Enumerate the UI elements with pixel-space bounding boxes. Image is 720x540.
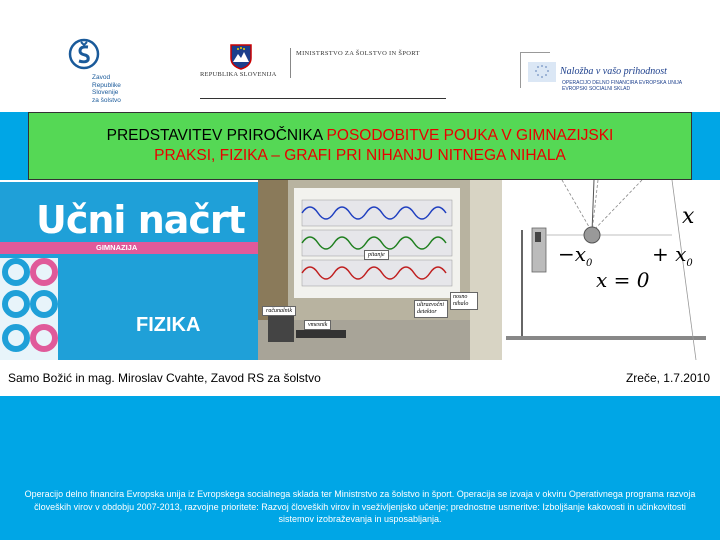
coat-of-arms-icon	[230, 44, 252, 70]
x-eq-zero-label: x = 0	[596, 268, 650, 292]
author-bar	[0, 360, 720, 396]
event-place-date: Zreče, 1.7.2010	[625, 371, 710, 385]
cover-stripe	[0, 180, 258, 182]
sub-zero: 0	[586, 258, 593, 269]
minus-x0-label	[558, 242, 592, 269]
nalozba-sub-line: EVROPSKI SOCIALNI SKLAD	[562, 86, 631, 92]
title-box	[28, 112, 692, 180]
footer-note: Operacijo delno financira Evropska unija iz Evropskega socialnega sklada ter Ministrstvo za šolstvo in šport. Operacija se izvaja v okviru Operativnega programa razvoja človeških virov v obdobju 2007-2013, razvojne prioritete: Razvoj človeških virov in vseživljenjsko učenje; prednostne usmeritve: Izboljšanje kakovosti in učinkovitosti sistemov izobraževanja in usposabljanja.	[24, 489, 696, 524]
zrss-line: Republike	[92, 81, 121, 89]
title-line-2: PRAKSI, FIZIKA – GRAFI PRI NIHANJU NITNEGA NIHALA	[154, 147, 566, 164]
lab-photo	[258, 180, 502, 360]
author-names: Samo Božić in mag. Miroslav Cvahte, Zavod RS za šolstvo	[8, 371, 321, 385]
cover-image	[0, 180, 258, 360]
title-line-1	[107, 126, 614, 146]
photo-label: računalnik	[262, 306, 296, 316]
zrss-line: za šolstvo	[92, 96, 121, 104]
header	[0, 0, 720, 112]
divider	[200, 98, 446, 99]
title-black: PREDSTAVITEV PRIROČNIKA	[106, 127, 327, 144]
nalozba-label: Naložba v vašo prihodnost	[560, 66, 667, 77]
republika-label: REPUBLIKA SLOVENIJA	[200, 71, 277, 78]
zrss-line: Slovenije	[92, 89, 119, 96]
sub-zero: 0	[686, 258, 693, 269]
photo-label: ultrazvočni detektor	[414, 300, 448, 318]
pendulum-diagram	[502, 180, 720, 360]
plus-x-text: + x	[652, 242, 687, 266]
cover-title: Učni načrt	[36, 198, 245, 242]
photo-label: pitanje	[364, 250, 389, 260]
circles-pattern-icon	[0, 258, 58, 360]
divider	[290, 48, 291, 78]
cover-subject: FIZIKA	[136, 314, 201, 336]
photo-label: nosno nihalo	[450, 292, 478, 310]
zrss-text	[92, 74, 121, 104]
minus-x-text: −x	[558, 242, 587, 266]
nalozba-sub-line: OPERACIJO DELNO FINANCIRA EVROPSKA UNIJA	[562, 80, 683, 86]
eu-flag-icon	[528, 62, 556, 82]
x-label: x	[682, 204, 695, 229]
photo-label: vmesnik	[304, 320, 331, 330]
lab-scene-icon	[258, 180, 502, 360]
zrss-line: Zavod	[92, 74, 111, 81]
zrss-logo-icon	[68, 38, 100, 70]
cover-circles	[0, 258, 58, 360]
plus-x0-label	[652, 242, 693, 269]
nalozba-sub	[562, 80, 682, 92]
cover-band-label: GIMNAZIJA	[96, 243, 138, 252]
title-red: POSODOBITVE POUKA V GIMNAZIJSKI	[326, 127, 614, 144]
ministry-label: MINISTRSTVO ZA ŠOLSTVO IN ŠPORT	[296, 50, 420, 57]
